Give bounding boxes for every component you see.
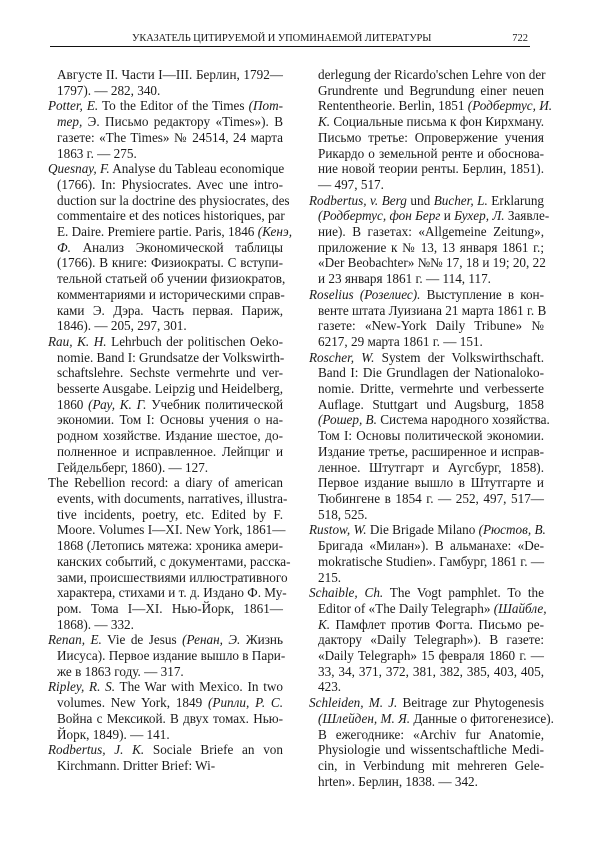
page-number: 722	[512, 33, 528, 44]
entry-line: (Шлейден, М. Я. Данные о фитогенезисе).	[318, 710, 554, 726]
entry-line: 1860 (Рау, К. Г. Учебник политической	[57, 396, 284, 412]
entry-line: mokratische Studien». Гамбург, 1861 г. —	[318, 553, 545, 569]
entry-line: К. Памфлет против Фогта. Письмо ре-	[318, 616, 544, 632]
entry-line: ленное. Штутгарт и Аугсбург, 1858).	[318, 459, 544, 475]
entry-line: 423.	[318, 679, 342, 695]
entry-line: ние). В газетах: «Allgemeine Zeitung»,	[318, 224, 544, 240]
entry-line: 1868). — 332.	[57, 616, 134, 632]
entry-line: Grundrente und Begrundung einer neuen	[318, 82, 544, 98]
entry-line: Roscher, W. System der Volkswirthschaft.	[309, 349, 544, 365]
entry-line: Moore. Volumes I—XI. New York, 1861—	[57, 522, 286, 538]
entry-line: Рикардо о земельной ренте и обоснова-	[318, 145, 544, 161]
entry-line: volumes. New York, 1849 (Рипли, Р. С.	[57, 695, 283, 711]
running-header	[50, 30, 530, 47]
entry-line: commentaire et des notices historiques, par	[57, 208, 285, 224]
entry-line: К. Социальные письма к фон Кирхману.	[318, 114, 544, 130]
bibliography-entry	[309, 286, 547, 350]
entry-line: (Рошер, В. Система народного хозяйства.	[318, 412, 550, 428]
entry-line: Physiologie und wissentschaftliche Medi-	[318, 742, 544, 758]
entry-line: Rodbertus, J. K. Sociale Briefe an von	[48, 742, 283, 758]
entry-line: газете: «The Times» № 24514, 24 марта	[57, 129, 283, 145]
entry-line: duction sur la doctrine des physiocrates, des	[57, 192, 290, 208]
entry-line: полненное и исправленное. Лейпциг и	[57, 443, 283, 459]
entry-line: 1868 (Летопись мятежа: хроника амери-	[57, 538, 283, 554]
entry-line: «Daily Telegraph» 15 февраля 1860 г. —	[318, 648, 544, 664]
bibliography-entry	[48, 333, 285, 475]
bibliography-entry	[309, 585, 547, 695]
entry-line: 33, 34, 371, 372, 381, 382, 385, 403, 405,	[318, 663, 544, 679]
entry-line: — 497, 517.	[318, 176, 384, 192]
entry-line: канских событий, с документами, расска-	[57, 553, 291, 569]
entry-line: Quesnay, F. Analyse du Tableau economique	[48, 161, 285, 177]
header-title: УКАЗАТЕЛЬ ЦИТИРУЕМОЙ И УПОМИНАЕМОЙ ЛИТЕРАТУРЫ	[132, 33, 432, 44]
entry-line: Renan, E. Vie de Jesus (Ренан, Э. Жизнь	[48, 632, 284, 648]
entry-line: schaftslehre. Sechste vermehrte und ver-	[57, 365, 283, 381]
entry-line: events, with documents, narratives, illustra-	[57, 490, 288, 506]
entry-line: The Rebellion record: a diary of american	[48, 475, 283, 491]
entry-line: зами, происшествиями иллюстративного	[57, 569, 288, 585]
bibliography-entry	[48, 475, 291, 632]
entry-line: же в 1863 году. — 317.	[57, 663, 184, 679]
entry-line: Издание третье, расширенное и исправ-	[318, 443, 544, 459]
entry-line: Бригада «Милан»). В альманахе: «De-	[318, 538, 544, 554]
entry-line: cin, in Verbindung mit mehreren Gele-	[318, 757, 544, 773]
entry-line: и 23 января 1861 г. — 114, 117.	[318, 271, 491, 287]
entry-line: 1863 г. — 275.	[57, 145, 137, 161]
entry-line: besserte Ausgabe. Leipzig und Heidelberg,	[57, 381, 284, 397]
bibliography-entry	[48, 98, 283, 161]
entry-line: (1766). In: Physiocrates. Avec une intro-	[57, 176, 283, 192]
bibliography-entry	[309, 192, 550, 287]
entry-line: характера, стихами и т. д. Издано Ф. Му-	[57, 585, 287, 601]
entry-line: ром. Тома I—XI. Нью-Йорк, 1861—	[57, 600, 283, 616]
entry-line: ние новой теории ренты. Берлин, 1851).	[318, 161, 544, 177]
entry-line: Тюбингене в 1854 г. — 252, 497, 517—	[318, 490, 544, 506]
entry-line: ками Э. Дэра. Часть первая. Париж,	[57, 302, 283, 318]
bibliography-entry	[309, 695, 554, 789]
entry-line: (1766). В книге: Физиократы. С вступи-	[57, 255, 283, 271]
bibliography-entry	[318, 67, 553, 193]
entry-line: Ripley, R. S. The War with Mexico. In two	[48, 679, 284, 695]
entry-line: nomie. Band I: Grundsatze der Volkswirth-	[57, 349, 285, 365]
entry-line: Августе II. Части I—III. Берлин, 1792—	[57, 67, 283, 82]
entry-line: hrten». Берлин, 1838. — 342.	[318, 773, 478, 789]
entry-line: приложение к № 13, 13 января 1861 г.;	[318, 239, 544, 255]
bibliography-entry	[48, 632, 286, 679]
entry-line: 1797). — 282, 340.	[57, 82, 161, 98]
bibliography-entry	[48, 161, 293, 334]
entry-line: Editor of «The Daily Telegraph» (Шайбле,	[318, 600, 547, 616]
bibliography-entry	[309, 349, 550, 523]
entry-line: Йорк, 1849). — 141.	[57, 726, 170, 742]
entry-line: Rau, K. H. Lehrbuch der politischen Oeko-	[48, 333, 283, 349]
entry-line: Первое издание вышло в Штутгарте и	[318, 475, 544, 491]
entry-line: Письмо третье: Опровержение учения	[318, 129, 544, 145]
entry-line: 1846). — 205, 297, 301.	[57, 318, 187, 334]
entry-line: E. Daire. Premiere partie. Paris, 1846 (Кенэ,	[57, 224, 293, 240]
entry-line: derlegung der Ricardo'schen Lehre von der	[318, 67, 546, 82]
entry-line: Potter, E. To the Editor of the Times (Пот-	[48, 98, 283, 114]
entry-line: Rustow, W. Die Brigade Milano (Рюстов, В.	[309, 522, 546, 538]
entry-line: Roselius (Розелиес). Выступление в кон-	[309, 286, 544, 302]
entry-line: В ежегоднике: «Archiv fur Anatomie,	[318, 726, 544, 742]
bibliography-entry	[48, 679, 284, 742]
entry-line: 6217, 29 марта 1861 г. — 151.	[318, 333, 483, 349]
entry-line: 518, 525.	[318, 506, 368, 522]
entry-line: венте штата Луизиана 21 марта 1861 г. В	[318, 302, 547, 318]
entry-line: Schaible, Ch. The Vogt pamphlet. To the	[309, 585, 544, 601]
entry-line: Band I: Die Grundlagen der Nationaloko-	[318, 365, 544, 381]
bibliography-entry	[48, 742, 283, 773]
entry-line: газете: «New-York Daily Tribune» №	[318, 318, 544, 334]
entry-line: tive incidents, poetry, etc. Edited by F.	[57, 506, 283, 522]
entry-line: тер, Э. Письмо редактору «Times»). В	[57, 114, 283, 130]
entry-line: комментариями и историческими справ-	[57, 286, 285, 302]
entry-line: экономии. Том I: Основы учения о на-	[57, 412, 283, 428]
entry-line: Война с Мексикой. В двух томах. Нью-	[57, 710, 283, 726]
entry-line: Auflage. Stuttgart und Augsburg, 1858	[318, 396, 544, 412]
entry-line: Гейдельберг, 1860). — 127.	[57, 459, 209, 475]
entry-line: Ф. Анализ Экономической таблицы	[57, 239, 283, 255]
bibliography-entry	[309, 522, 546, 585]
entry-line: Rodbertus, v. Berg und Bucher, L. Erklarung	[309, 192, 545, 208]
entry-line: Kirchmann. Dritter Brief: Wi-	[57, 757, 216, 773]
entry-line: Иисуса). Первое издание вышло в Пари-	[57, 648, 286, 664]
entry-line: Schleiden, M. J. Beitrage zur Phytogenesis	[309, 695, 545, 711]
entry-line: (Родбертус, фон Берг и Бухер, Л. Заявле-	[318, 208, 550, 224]
entry-line: тельной статьей об учении физиократов,	[57, 271, 286, 287]
entry-line: nomie. Dritte, vermehrte und verbesserte	[318, 381, 544, 397]
left-column	[48, 67, 293, 774]
entry-line: «Der Beobachter» №№ 17, 18 и 19; 20, 22	[318, 255, 546, 271]
entry-line: Rententheorie. Berlin, 1851 (Родбертус, И.	[318, 98, 553, 114]
entry-line: дактору «Daily Telegraph»). В газете:	[318, 632, 544, 648]
bibliography-entry	[57, 67, 283, 98]
entry-line: Том I: Основы политической экономии.	[318, 428, 544, 444]
right-column	[309, 67, 554, 789]
entry-line: родном хозяйстве. Издание шестое, до-	[57, 428, 283, 444]
entry-line: 215.	[318, 569, 342, 585]
